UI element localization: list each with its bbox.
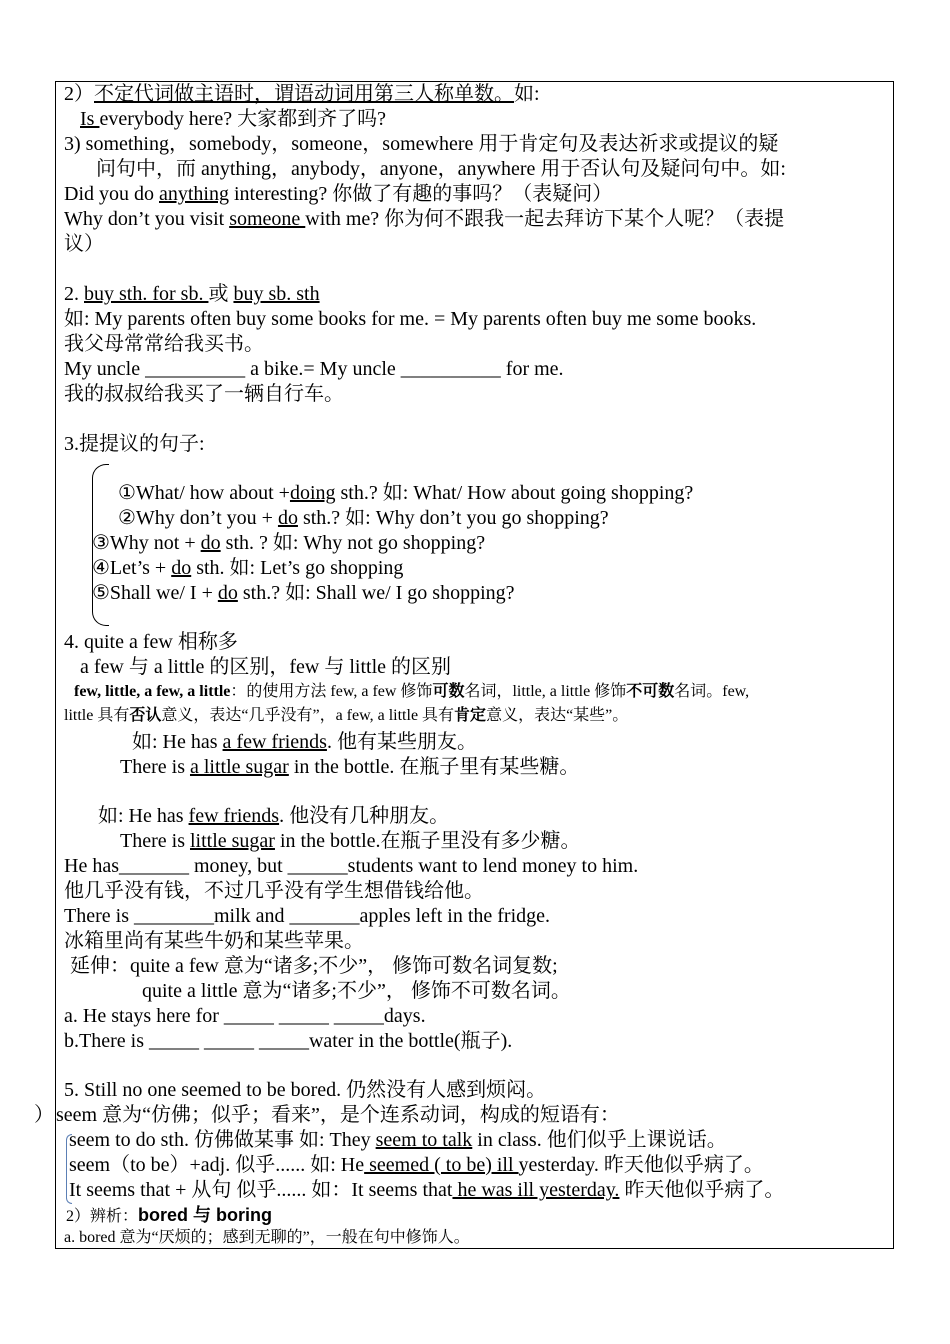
few-extension-2: quite a little 意为“诸多;不少”， 修饰不可数名词。 (142, 980, 571, 1002)
suggest-item-1 (118, 481, 693, 505)
few-example-2-a: There is (120, 756, 190, 778)
few-exercise-a: a. He stays here for _____ _____ _____days. (64, 1005, 426, 1027)
indef-example-3-a: Why don’t you visit (64, 208, 230, 230)
suggest-item-3-b: sth. ? 如: Why not go shopping? (220, 532, 486, 554)
buy-example-1: 如: My parents often buy some books for me. = My parents often buy me some books. (64, 308, 757, 330)
seem-definition: seem 意为“仿佛；似乎；看来”，是个连系动词，构成的短语有： (56, 1104, 620, 1126)
seem-pattern-1-a: seem to do sth. 仿佛做某事 如: They (69, 1129, 376, 1151)
few-note-c: 名词，little, a little 修饰 (464, 683, 627, 700)
suggest-item-3 (92, 531, 485, 555)
indef-rule-3-line2: 问句中，而 anything，anybody，anyone，anywhere 用于否认句及疑问句中。如: (96, 158, 786, 180)
indef-rule-line (64, 82, 540, 106)
seem-pattern-1 (69, 1128, 727, 1152)
suggest-item-5-b: sth.? 如: Shall we/ I go shopping? (237, 582, 515, 604)
suggest-item-5 (92, 581, 515, 605)
few-exercise-2-cn: 冰箱里尚有某些牛奶和某些苹果。 (64, 930, 364, 952)
suggest-item-4-underline: do (171, 557, 192, 579)
seem-pattern-3-b: 昨天他似乎病了。 (619, 1179, 785, 1201)
suggest-item-5-underline: do (217, 582, 238, 604)
indef-rule-text: 不定代词做主语时，谓语动词用第三人称单数。 (94, 83, 514, 105)
buy-example-1-cn: 我父母常常给我买书。 (64, 333, 264, 355)
seem-pattern-2-b: yesterday. 昨天他似乎病了。 (518, 1154, 764, 1176)
few-note-line1 (74, 681, 749, 703)
indef-rule-ru: 如: (514, 83, 540, 105)
few-example-3-a: 如: He has (98, 805, 189, 827)
few-example-1-b: . 他有某些朋友。 (326, 731, 477, 753)
few-exercise-2: There is ________milk and _______apples left in the fridge. (64, 905, 551, 927)
indef-example-3-underline: someone (229, 208, 306, 230)
suggest-item-1-underline: doing (289, 482, 336, 504)
suggest-item-3-underline: do (200, 532, 221, 554)
indef-example-2-underline: anything (159, 183, 229, 205)
indef-example-3 (64, 207, 784, 231)
few-note-terms: few, little, a few, a little (74, 683, 231, 700)
few-note-a: ：的使用方法 few, a few 修饰 (230, 683, 433, 700)
indef-example-1-underline: Is (80, 108, 100, 130)
few-exercise-b: b.There is _____ _____ _____water in the bottle(瓶子). (64, 1030, 513, 1052)
seem-pattern-2 (69, 1153, 764, 1177)
indef-example-2-a: Did you do (64, 183, 159, 205)
few-example-4 (120, 829, 581, 853)
few-subtitle: a few 与 a little 的区别，few 与 little 的区别 (80, 656, 452, 678)
few-example-4-b: in the bottle.在瓶子里没有多少糖。 (274, 830, 581, 852)
seem-pattern-3-underline: he was ill yesterday. (452, 1179, 620, 1201)
few-note2-positive: 肯定 (454, 707, 487, 724)
suggest-item-4-a: ④Let’s + (92, 557, 172, 579)
few-note2-negative: 否认 (129, 707, 162, 724)
few-example-2-underline: a little sugar (189, 756, 289, 778)
few-exercise-1: He has_______ money, but ______students want to lend money to him. (64, 855, 639, 877)
suggest-item-2-underline: do (277, 507, 298, 529)
few-example-2 (120, 755, 579, 779)
suggest-title: 3.提提议的句子: (64, 433, 205, 455)
buy-pattern-1: buy sth. for sb. (84, 283, 209, 305)
suggest-item-2 (118, 506, 609, 530)
seem-pattern-1-underline: seem to talk (375, 1129, 473, 1151)
seem-pattern-2-a: seem（to be）+adj. 似乎...... 如: He (69, 1154, 365, 1176)
suggest-item-4 (92, 556, 403, 580)
seem-margin-mark: ） (34, 1104, 54, 1126)
indef-example-2 (64, 182, 612, 206)
seem-title: 5. Still no one seemed to be bored. 仍然没有人感到烦闷。 (64, 1079, 547, 1101)
suggest-item-2-a: ②Why don’t you + (118, 507, 278, 529)
suggest-item-4-b: sth. 如: Let’s go shopping (191, 557, 404, 579)
few-example-2-b: in the bottle. 在瓶子里有某些糖。 (288, 756, 580, 778)
few-note2-a: little 具有 (64, 707, 130, 724)
seem-distinction-terms: bored 与 boring (138, 1205, 273, 1225)
suggest-item-1-b: sth.? 如: What/ How about going shopping? (335, 482, 694, 504)
few-note2-b: 意义，表达“几乎没有”，a few, a little 具有 (161, 707, 455, 724)
indef-rule-3-line1: 3) something，somebody，someone，somewhere 用于肯定句及表达祈求或提议的疑 (64, 133, 779, 155)
buy-exercise-cn: 我的叔叔给我买了一辆自行车。 (64, 383, 344, 405)
indef-example-1-rest: everybody here? 大家都到齐了吗? (99, 108, 387, 130)
few-note-uncountable: 不可数 (626, 683, 675, 700)
indef-example-2-b: interesting? 你做了有趣的事吗？（表疑问） (229, 183, 613, 205)
indef-example-3-b: with me? 你为何不跟我一起去拜访下某个人呢？（表提 (305, 208, 785, 230)
few-note-d: 名词。few, (674, 683, 750, 700)
seem-pattern-2-underline: seemed ( to be) ill (364, 1154, 519, 1176)
few-example-4-underline: little sugar (189, 830, 275, 852)
few-note-line2 (64, 705, 628, 727)
few-example-1 (132, 730, 477, 754)
suggest-item-3-a: ③Why not + (92, 532, 201, 554)
few-note-countable: 可数 (432, 683, 465, 700)
few-example-1-a: 如: He has (132, 731, 223, 753)
few-example-1-underline: a few friends (222, 731, 327, 753)
seem-pattern-1-b: in class. 他们似乎上课说话。 (472, 1129, 727, 1151)
buy-exercise: My uncle __________ a bike.= My uncle __________ for me. (64, 358, 564, 380)
seem-pattern-3-a: It seems that + 从句 似乎...... 如：It seems that (69, 1179, 453, 1201)
seem-distinction (66, 1203, 272, 1229)
buy-heading-or: 或 (208, 283, 234, 305)
few-note2-c: 意义，表达“某些”。 (486, 707, 629, 724)
few-example-3-b: . 他没有几种朋友。 (279, 805, 450, 827)
seem-distinction-label: 2）辨析： (66, 1208, 139, 1225)
buy-heading-number: 2. (64, 283, 84, 305)
few-example-3-underline: few friends (188, 805, 280, 827)
suggest-item-5-a: ⑤Shall we/ I + (92, 582, 218, 604)
buy-heading (64, 282, 320, 306)
seem-pattern-3 (69, 1178, 784, 1202)
buy-pattern-2: buy sb. sth (233, 283, 320, 305)
few-extension-1: 延伸：quite a few 意为“诸多;不少”， 修饰可数名词复数; (70, 955, 558, 977)
few-example-4-a: There is (120, 830, 190, 852)
few-example-3 (98, 804, 449, 828)
few-title: 4. quite a few 相称多 (64, 631, 238, 653)
indef-rule-number: 2） (64, 83, 94, 105)
indef-example-3-wrap: 议） (64, 233, 104, 255)
indef-example-1 (80, 107, 386, 131)
suggest-item-1-a: ①What/ how about + (118, 482, 290, 504)
few-exercise-1-cn: 他几乎没有钱，不过几乎没有学生想借钱给他。 (64, 880, 484, 902)
suggest-item-2-b: sth.? 如: Why don’t you go shopping? (297, 507, 609, 529)
seem-distinction-a: a. bored 意为“厌烦的；感到无聊的”，一般在句中修饰人。 (64, 1229, 470, 1246)
